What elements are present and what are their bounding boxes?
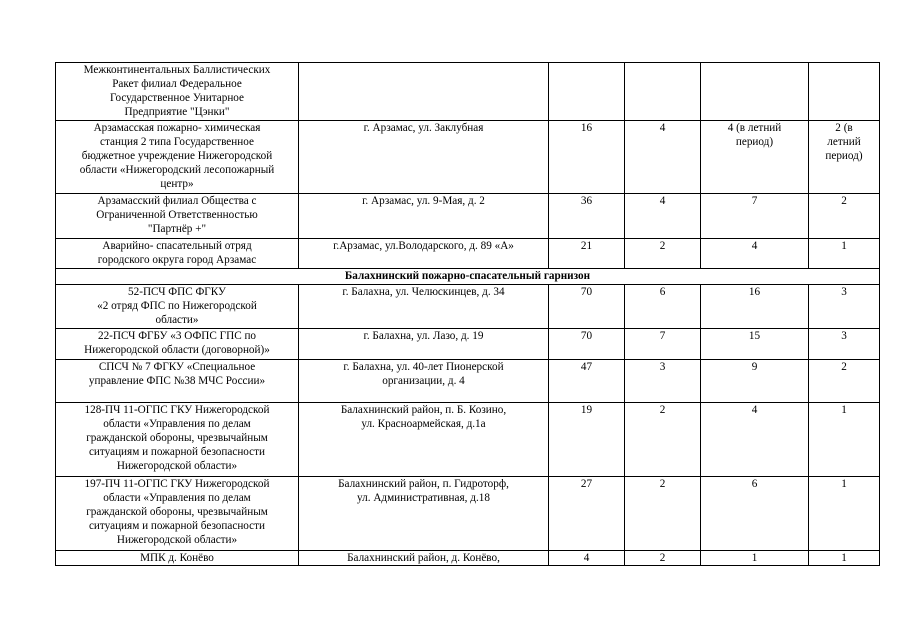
unit-address: г. Балахна, ул. 40-лет Пионерской организации, д. 4 — [299, 360, 549, 403]
cell-col3 — [549, 63, 625, 121]
table-row — [56, 477, 880, 551]
unit-name: Арзамасская пожарно- химическая станция 2 типа Государственное бюджетное учреждение Нижегородской области «Нижегородский лесопожарный центр» — [56, 121, 299, 194]
cell-col3: 19 — [549, 403, 625, 477]
cell-col4 — [625, 63, 701, 121]
unit-address: Балахнинский район, п. Гидроторф, ул. Административная, д.18 — [299, 477, 549, 551]
cell-col6: 2 — [809, 360, 880, 403]
cell-col3: 70 — [549, 285, 625, 329]
cell-col6: 2 (в летний период) — [809, 121, 880, 194]
cell-col6: 3 — [809, 329, 880, 360]
cell-col6: 2 — [809, 194, 880, 239]
cell-col4: 4 — [625, 194, 701, 239]
cell-col6: 1 — [809, 551, 880, 566]
cell-col6: 3 — [809, 285, 880, 329]
unit-name: СПСЧ № 7 ФГКУ «Специальное управление ФПС №38 МЧС России» — [56, 360, 299, 403]
unit-name: Арзамасский филиал Общества с Ограниченной Ответственностью "Партнёр +" — [56, 194, 299, 239]
cell-col5: 7 — [701, 194, 809, 239]
unit-name: 197-ПЧ 11-ОГПС ГКУ Нижегородской области «Управления по делам гражданской обороны, чрезвычайным ситуациям и пожарной безопасности Нижегородской области» — [56, 477, 299, 551]
cell-col5 — [701, 63, 809, 121]
table-row — [56, 239, 880, 269]
cell-col4: 6 — [625, 285, 701, 329]
cell-col3: 16 — [549, 121, 625, 194]
cell-col3: 21 — [549, 239, 625, 269]
cell-col6 — [809, 63, 880, 121]
table-row — [56, 403, 880, 477]
table-row — [56, 63, 880, 121]
cell-col4: 4 — [625, 121, 701, 194]
cell-col4: 2 — [625, 239, 701, 269]
cell-col4: 2 — [625, 551, 701, 566]
cell-col6: 1 — [809, 403, 880, 477]
table-row — [56, 551, 880, 566]
unit-address — [299, 63, 549, 121]
cell-col3: 47 — [549, 360, 625, 403]
cell-col5: 9 — [701, 360, 809, 403]
cell-col4: 7 — [625, 329, 701, 360]
cell-col6: 1 — [809, 477, 880, 551]
table-row — [56, 194, 880, 239]
unit-name: МПК д. Конёво — [56, 551, 299, 566]
cell-col6: 1 — [809, 239, 880, 269]
table-body — [56, 63, 880, 566]
cell-col3: 27 — [549, 477, 625, 551]
unit-address: г.Арзамас, ул.Володарского, д. 89 «А» — [299, 239, 549, 269]
cell-col4: 2 — [625, 477, 701, 551]
cell-col5: 4 (в летний период) — [701, 121, 809, 194]
cell-col5: 15 — [701, 329, 809, 360]
unit-address: г. Балахна, ул. Челюскинцев, д. 34 — [299, 285, 549, 329]
cell-col5: 16 — [701, 285, 809, 329]
cell-col3: 70 — [549, 329, 625, 360]
table-row — [56, 121, 880, 194]
unit-address: г. Арзамас, ул. 9-Мая, д. 2 — [299, 194, 549, 239]
unit-name: Аварийно- спасательный отряд городского округа город Арзамас — [56, 239, 299, 269]
unit-address: г. Балахна, ул. Лазо, д. 19 — [299, 329, 549, 360]
table-row — [56, 360, 880, 403]
cell-col3: 36 — [549, 194, 625, 239]
unit-name: Межконтинентальных Баллистических Ракет филиал Федеральное Государственное Унитарное Предприятие "Цэнки" — [56, 63, 299, 121]
unit-name: 52-ПСЧ ФПС ФГКУ «2 отряд ФПС по Нижегородской области» — [56, 285, 299, 329]
unit-name: 22-ПСЧ ФГБУ «3 ОФПС ГПС по Нижегородской области (договорной)» — [56, 329, 299, 360]
unit-address: г. Арзамас, ул. Заклубная — [299, 121, 549, 194]
section-header: Балахнинский пожарно-спасательный гарнизон — [56, 269, 880, 285]
cell-col4: 2 — [625, 403, 701, 477]
unit-address: Балахнинский район, п. Б. Козино, ул. Красноармейская, д.1а — [299, 403, 549, 477]
table-row — [56, 329, 880, 360]
cell-col5: 4 — [701, 239, 809, 269]
fire-units-table — [55, 62, 880, 566]
cell-col3: 4 — [549, 551, 625, 566]
unit-name: 128-ПЧ 11-ОГПС ГКУ Нижегородской области «Управления по делам гражданской обороны, чрезвычайным ситуациям и пожарной безопасности Нижегородской области» — [56, 403, 299, 477]
section-row — [56, 269, 880, 285]
cell-col4: 3 — [625, 360, 701, 403]
cell-col5: 4 — [701, 403, 809, 477]
unit-address: Балахнинский район, д. Конёво, — [299, 551, 549, 566]
cell-col5: 6 — [701, 477, 809, 551]
table-row — [56, 285, 880, 329]
cell-col5: 1 — [701, 551, 809, 566]
